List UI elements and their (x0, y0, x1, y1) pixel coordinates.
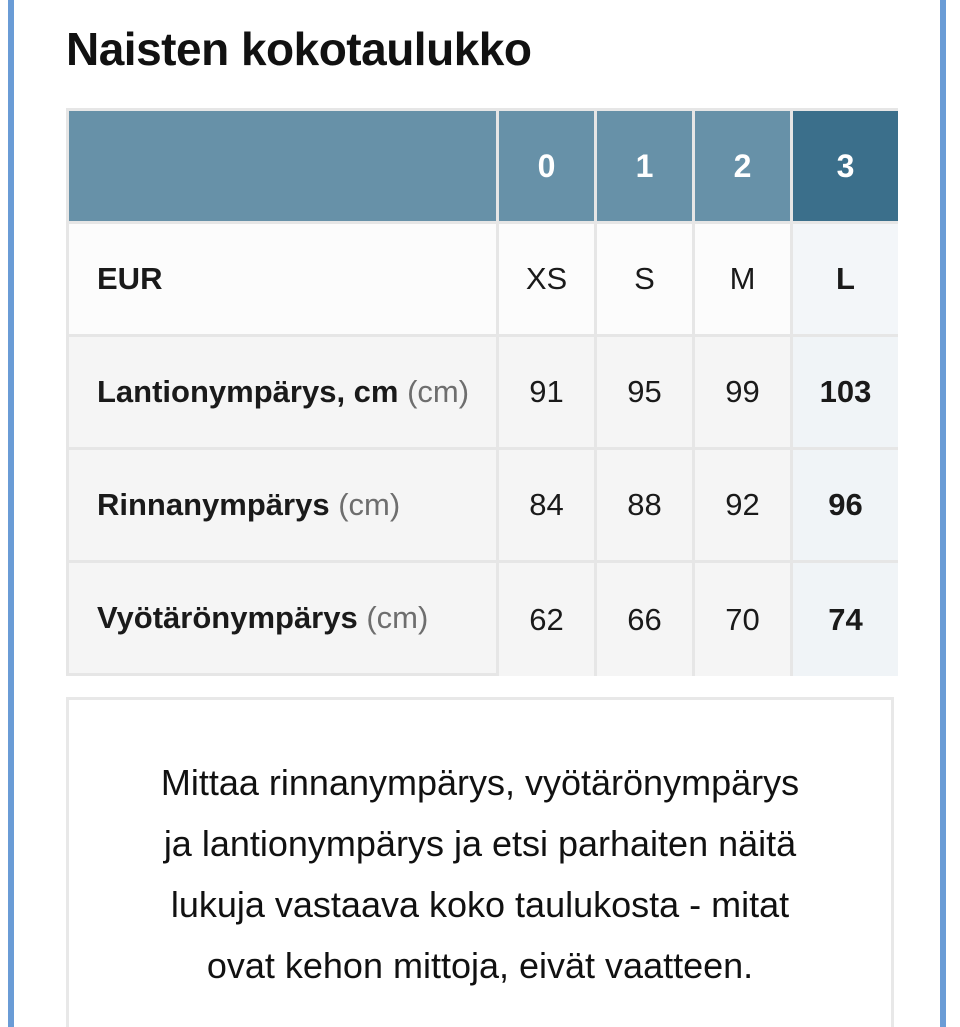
table-cell-selected: 74 (793, 563, 898, 676)
table-row-eur (66, 224, 898, 337)
table-cell: 95 (597, 337, 695, 450)
table-row-bust (66, 450, 898, 563)
row-label-text: Vyötärönympärys (97, 600, 358, 635)
row-label-hip (66, 337, 499, 450)
row-label-text: Lantionympärys, cm (97, 374, 399, 409)
size-header-0[interactable]: 0 (499, 108, 597, 224)
table-cell-selected: 103 (793, 337, 898, 450)
table-row-waist (66, 563, 898, 676)
instructions-line: Mittaa rinnanympärys, vyötärönympärys (160, 762, 800, 803)
table-cell: 62 (499, 563, 597, 676)
table-cell: S (597, 224, 695, 337)
instructions-line: lukuja vastaava koko taulukosta - mitat (170, 884, 790, 925)
table-cell: 66 (597, 563, 695, 676)
table-header-row (66, 108, 898, 224)
page-title: Naisten kokotaulukko (66, 23, 532, 75)
instructions-line: ja lantionympärys ja etsi parhaiten näitä (163, 823, 797, 864)
table-cell: 99 (695, 337, 793, 450)
table-cell: XS (499, 224, 597, 337)
table-cell: 84 (499, 450, 597, 563)
size-chart-table (66, 108, 898, 676)
table-cell: M (695, 224, 793, 337)
table-row-hip (66, 337, 898, 450)
row-label-bust (66, 450, 499, 563)
row-label-unit: (cm) (338, 487, 401, 522)
row-label-unit: (cm) (366, 600, 429, 635)
table-cell: 70 (695, 563, 793, 676)
table-cell: 88 (597, 450, 695, 563)
instructions-line: ovat kehon mittoja, eivät vaatteen. (206, 945, 754, 986)
row-label-text: Rinnanympärys (97, 487, 330, 522)
table-cell: 92 (695, 450, 793, 563)
table-cell-selected: 96 (793, 450, 898, 563)
measurement-instructions-box (66, 697, 894, 1027)
row-label-waist (66, 563, 499, 676)
row-label-unit: (cm) (407, 374, 470, 409)
window-frame-left (0, 0, 12, 1027)
table-cell-selected: L (793, 224, 898, 337)
row-label-eur (66, 224, 499, 337)
size-header-3-selected[interactable]: 3 (793, 108, 898, 224)
header-empty-cell (66, 108, 499, 224)
size-header-2[interactable]: 2 (695, 108, 793, 224)
size-header-1[interactable]: 1 (597, 108, 695, 224)
row-label-text: EUR (97, 261, 163, 296)
table-cell: 91 (499, 337, 597, 450)
measurement-instructions-text (69, 700, 891, 996)
window-frame-right (940, 0, 960, 1027)
